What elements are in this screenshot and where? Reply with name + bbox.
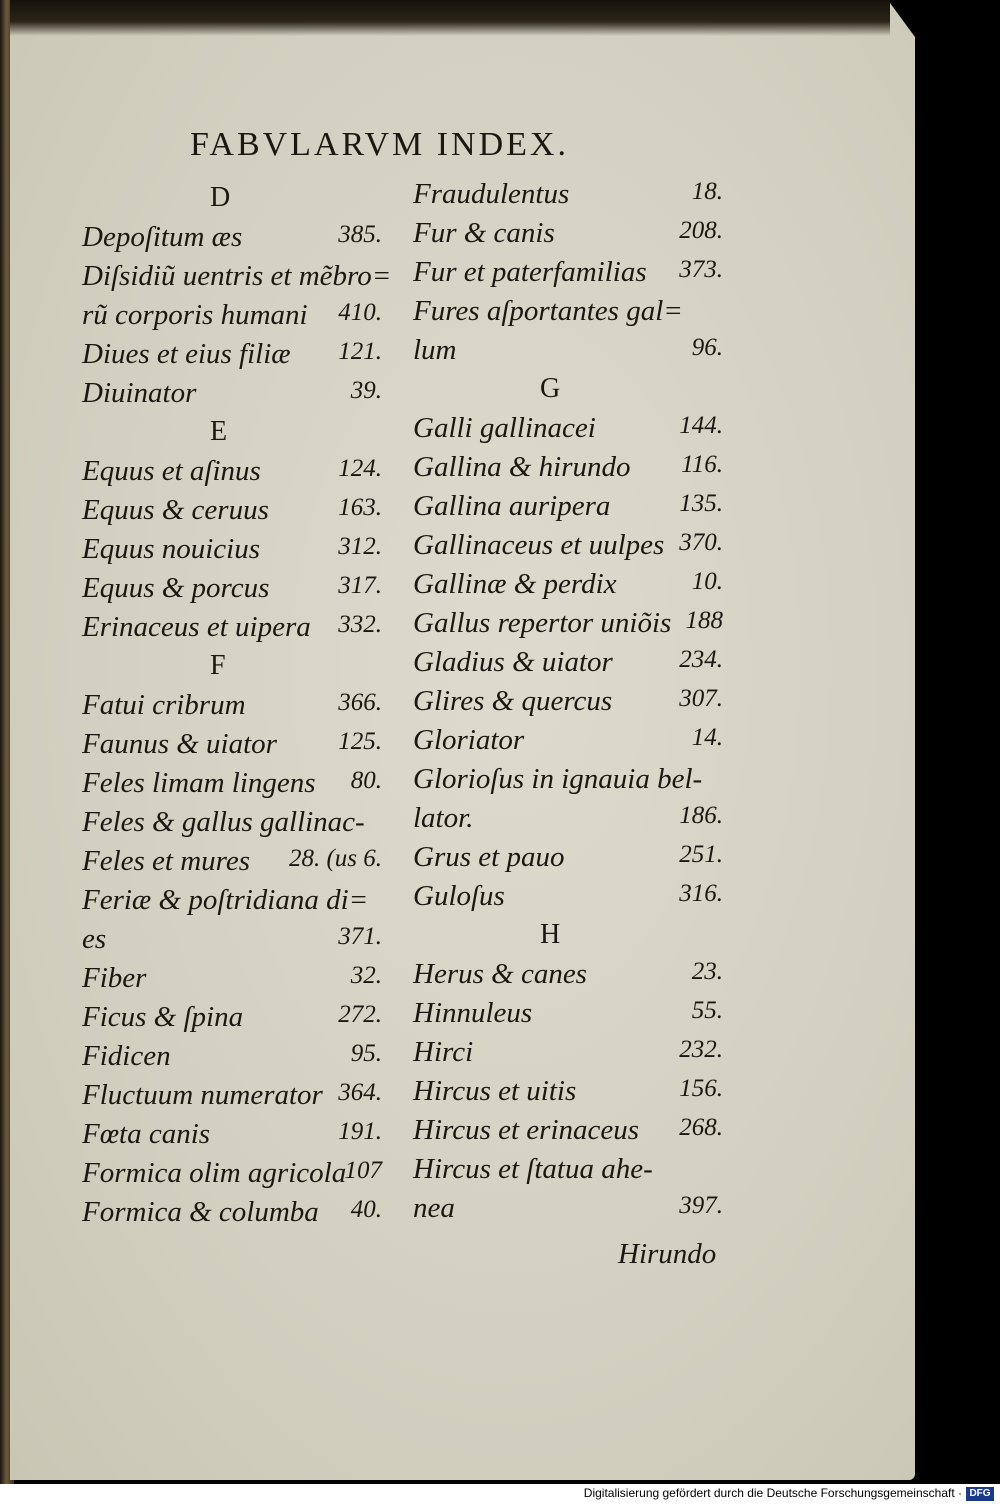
entry-page-number: 124.: [338, 455, 382, 482]
entry-title: Diuinator: [82, 377, 197, 409]
entry-title: Guloſus: [413, 880, 505, 912]
entry-page-number: 55.: [691, 997, 723, 1024]
entry-title: Fœta canis: [82, 1118, 211, 1150]
entry-page-number: 144.: [679, 412, 723, 439]
entry-title: Feriæ & poſtridiana di=: [82, 884, 369, 916]
entry-title: Fur & canis: [413, 217, 555, 249]
index-entry: [413, 295, 723, 331]
entry-page-number: 10.: [691, 568, 723, 595]
entry-page-number: 307.: [679, 685, 723, 712]
entry-title: Glorioſus in ignauia bel-: [413, 763, 703, 795]
entry-title: Diſsidiũ uentris et mẽbro=: [82, 260, 392, 292]
index-entry: [413, 490, 723, 526]
entry-page-number: 364.: [338, 1079, 382, 1106]
entry-page-number: 317.: [338, 572, 382, 599]
entry-title: Gladius & uiator: [413, 646, 613, 678]
entry-page-number: 208.: [679, 217, 723, 244]
entry-title: Herus & canes: [413, 958, 587, 990]
entry-title: Gallus repertor uniõis: [413, 607, 672, 639]
entry-page-number: 23.: [691, 958, 723, 985]
index-entry: [413, 880, 723, 916]
entry-title: lum: [413, 334, 457, 366]
index-entry: [82, 728, 382, 764]
section-letter: H: [540, 919, 561, 950]
entry-page-number: 186.: [679, 802, 723, 829]
section-letter: F: [210, 650, 226, 681]
entry-title: Gallina & hirundo: [413, 451, 631, 483]
entry-title: Galli gallinacei: [413, 412, 596, 444]
entry-page-number: 156.: [679, 1075, 723, 1102]
entry-page-number: 410.: [338, 299, 382, 326]
index-entry: [82, 1079, 382, 1115]
index-entry: [82, 338, 382, 374]
index-entry: [82, 611, 382, 647]
index-entry: [413, 1192, 723, 1228]
entry-page-number: 312.: [338, 533, 382, 560]
index-entry: [82, 299, 382, 335]
entry-title: Fraudulentus: [413, 178, 570, 210]
entry-page-number: 234.: [679, 646, 723, 673]
entry-page-number: 40.: [350, 1196, 382, 1223]
entry-title: Fiber: [82, 962, 147, 994]
entry-page-number: 39.: [350, 377, 382, 404]
index-entry: [82, 923, 382, 959]
entry-page-number: 107: [344, 1157, 382, 1184]
entry-title: rũ corporis humani: [82, 299, 308, 331]
entry-page-number: 121.: [338, 338, 382, 365]
index-entry: [413, 1036, 723, 1072]
entry-title: Gallina auripera: [413, 490, 611, 522]
entry-page-number: 272.: [338, 1001, 382, 1028]
entry-page-number: 28. (us 6.: [288, 845, 382, 872]
index-entry: [413, 763, 723, 799]
entry-title: Gloriator: [413, 724, 525, 756]
entry-title: Equus & porcus: [82, 572, 270, 604]
footer-bar: [0, 1484, 1000, 1504]
entry-title: Diues et eius filiæ: [82, 338, 291, 370]
index-entry: [413, 685, 723, 721]
dfg-logo: DFG: [966, 1487, 994, 1501]
entry-title: Glires & quercus: [413, 685, 613, 717]
entry-title: nea: [413, 1192, 455, 1224]
index-entry: [413, 997, 723, 1033]
entry-page-number: 232.: [679, 1036, 723, 1063]
index-entry: [82, 845, 382, 881]
index-entry: [413, 607, 723, 643]
page-top-shadow: [10, 0, 890, 36]
entry-page-number: 14.: [691, 724, 723, 751]
entry-title: Equus nouicius: [82, 533, 261, 565]
entry-page-number: 18.: [691, 178, 723, 205]
index-entry: [413, 958, 723, 994]
entry-title: Faunus & uiator: [82, 728, 277, 760]
entry-page-number: 80.: [350, 767, 382, 794]
entry-title: es: [82, 923, 107, 955]
index-entry: [413, 1075, 723, 1111]
index-entry: [82, 884, 382, 920]
entry-page-number: 397.: [679, 1192, 723, 1219]
index-entry: [413, 802, 723, 838]
page-title: FABVLARVM INDEX.: [190, 126, 569, 163]
index-entry: [82, 1001, 382, 1037]
entry-page-number: 385.: [338, 221, 382, 248]
entry-title: Hircus et uitis: [413, 1075, 577, 1107]
entry-title: Grus et pauo: [413, 841, 565, 873]
entry-title: Feles et mures: [82, 845, 251, 877]
entry-page-number: 135.: [679, 490, 723, 517]
index-entry: [82, 377, 382, 413]
entry-title: Hircus et erinaceus: [413, 1114, 640, 1146]
section-letter: E: [210, 416, 228, 447]
index-entry: [413, 1153, 723, 1189]
entry-title: Hirci: [413, 1036, 474, 1068]
entry-page-number: 32.: [350, 962, 382, 989]
entry-title: Ficus & ſpina: [82, 1001, 244, 1033]
index-entry: [413, 841, 723, 877]
entry-page-number: 370.: [679, 529, 723, 556]
index-entry: [413, 412, 723, 448]
index-entry: [413, 529, 723, 565]
index-entry: [82, 1118, 382, 1154]
index-entry: [82, 494, 382, 530]
index-entry: [82, 1040, 382, 1076]
entry-title: lator.: [413, 802, 474, 834]
index-entry: [82, 221, 382, 257]
index-entry: [82, 806, 382, 842]
index-entry: [413, 724, 723, 760]
entry-title: Depoſitum æs: [82, 221, 243, 253]
entry-page-number: 268.: [679, 1114, 723, 1141]
entry-page-number: 95.: [350, 1040, 382, 1067]
entry-title: Formica olim agricola: [82, 1157, 347, 1189]
footer-credit: Digitalisierung gefördert durch die Deutsche Forschungsgemeinschaft ·: [583, 1486, 962, 1500]
index-entry: [413, 256, 723, 292]
index-entry: [82, 260, 392, 296]
entry-title: Gallinaceus et uulpes: [413, 529, 665, 561]
entry-page-number: 251.: [679, 841, 723, 868]
entry-page-number: 163.: [338, 494, 382, 521]
section-letter: D: [210, 182, 231, 213]
entry-title: Fur et paterfamilias: [413, 256, 647, 288]
index-entry: [413, 178, 723, 214]
entry-page-number: 373.: [679, 256, 723, 283]
index-entry: [82, 962, 382, 998]
entry-page-number: 316.: [679, 880, 723, 907]
entry-title: Equus et aſinus: [82, 455, 261, 487]
entry-title: Feles & gallus gallinac-: [82, 806, 365, 838]
index-entry: [82, 1196, 382, 1232]
entry-title: Hinnuleus: [413, 997, 533, 1029]
entry-page-number: 332.: [338, 611, 382, 638]
entry-title: Fidicen: [82, 1040, 171, 1072]
index-entry: [413, 451, 723, 487]
entry-title: Equus & ceruus: [82, 494, 269, 526]
entry-title: Hircus et ſtatua ahe-: [413, 1153, 653, 1185]
entry-title: Fluctuum numerator: [82, 1079, 323, 1111]
index-entry: [413, 1114, 723, 1150]
catchword: Hirundo: [618, 1238, 717, 1270]
index-entry: [82, 572, 382, 608]
index-entry: [82, 533, 382, 569]
entry-page-number: 96.: [691, 334, 723, 361]
entry-page-number: 366.: [338, 689, 382, 716]
entry-page-number: 116.: [681, 451, 723, 478]
entry-title: Fatui cribrum: [82, 689, 246, 721]
entry-page-number: 188: [685, 607, 723, 634]
index-entry: [413, 568, 723, 604]
entry-page-number: 191.: [338, 1118, 382, 1145]
index-entry: [82, 767, 382, 803]
entry-page-number: 371.: [338, 923, 382, 950]
entry-title: Formica & columba: [82, 1196, 319, 1228]
entry-title: Gallinæ & perdix: [413, 568, 617, 600]
index-entry: [82, 455, 382, 491]
entry-title: Feles limam lingens: [82, 767, 316, 799]
entry-page-number: 125.: [338, 728, 382, 755]
section-letter: G: [540, 373, 561, 404]
index-entry: [413, 334, 723, 370]
index-entry: [82, 1157, 382, 1193]
index-entry: [413, 217, 723, 253]
entry-title: Fures aſportantes gal=: [413, 295, 683, 327]
entry-title: Erinaceus et uipera: [82, 611, 311, 643]
index-entry: [413, 646, 723, 682]
index-entry: [82, 689, 382, 725]
